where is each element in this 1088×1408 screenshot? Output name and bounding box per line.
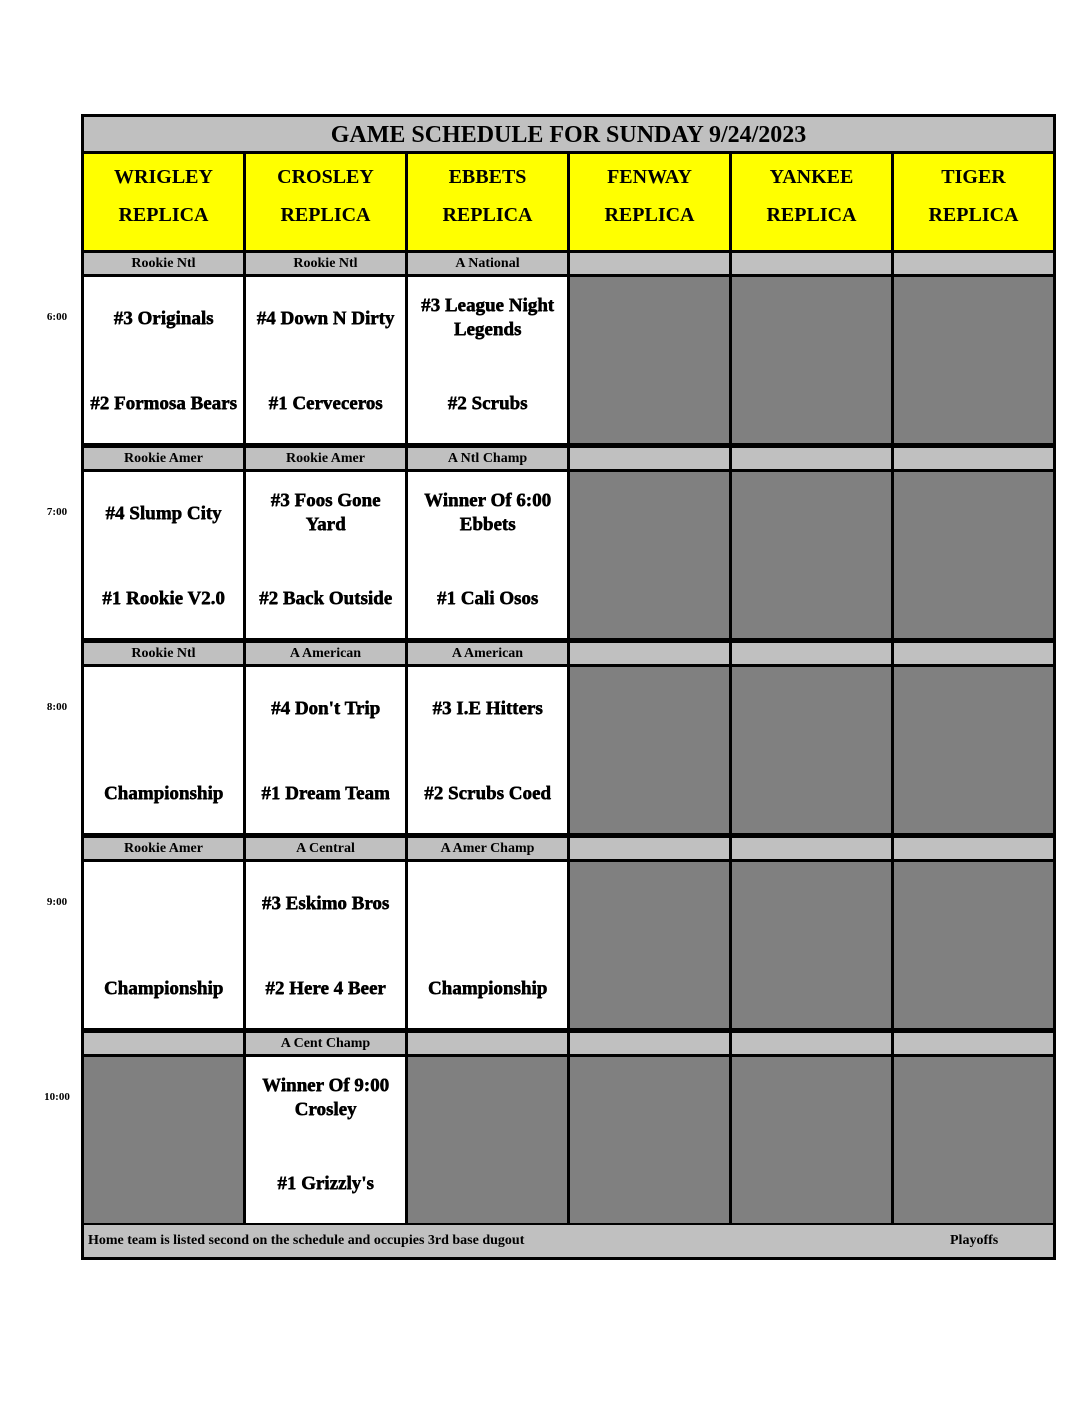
home-team: #2 Scrubs Coed (424, 783, 551, 804)
home-team: #1 Cerveceros (268, 393, 383, 414)
empty-slot (408, 1057, 567, 1223)
home-team: Championship (103, 978, 224, 999)
empty-slot (732, 1057, 891, 1223)
game-cell (246, 277, 405, 443)
field-header-5 (894, 154, 1053, 250)
game-cell (84, 862, 243, 1028)
division-label: Rookie Amer (84, 838, 243, 859)
field-header-4 (732, 154, 891, 250)
game-cell (84, 472, 243, 638)
division-label: Rookie Ntl (84, 253, 243, 274)
empty-slot (894, 472, 1053, 638)
division-label (732, 253, 891, 274)
division-label: A Central (246, 838, 405, 859)
away-team: #3 I.E Hitters (432, 698, 543, 719)
division-label: Rookie Amer (246, 448, 405, 469)
division-label (732, 1033, 891, 1054)
division-label (732, 643, 891, 664)
empty-slot (894, 862, 1053, 1028)
empty-slot (732, 862, 891, 1028)
away-team: #4 Slump City (105, 503, 222, 524)
game-cell (246, 862, 405, 1028)
division-label: A Amer Champ (408, 838, 567, 859)
away-team: #4 Don't Trip (270, 698, 381, 719)
division-label: A American (246, 643, 405, 664)
game-cell (408, 472, 567, 638)
page-title: GAME SCHEDULE FOR SUNDAY 9/24/2023 (84, 117, 1053, 151)
game-cell (408, 667, 567, 833)
field-header-1 (246, 154, 405, 250)
home-team: #2 Scrubs (447, 393, 528, 414)
footer-note: Home team is listed second on the schedule and occupies 3rd base dugout (88, 1233, 525, 1248)
game-cell (246, 472, 405, 638)
home-team: Championship (103, 783, 224, 804)
division-label: Rookie Ntl (246, 253, 405, 274)
field-name: TIGER (941, 166, 1006, 188)
division-label (732, 448, 891, 469)
field-subtitle: REPLICA (766, 204, 857, 226)
schedule-sheet (81, 114, 1056, 1260)
field-header-3 (570, 154, 729, 250)
time-label: 9:00 (46, 896, 68, 908)
division-label (894, 1033, 1053, 1054)
time-label: 6:00 (46, 311, 68, 323)
division-label (894, 838, 1053, 859)
home-team: #1 Dream Team (261, 783, 390, 804)
home-team: #2 Formosa Bears (90, 393, 237, 414)
footer (84, 1225, 1053, 1257)
game-cell (246, 667, 405, 833)
field-name: CROSLEY (277, 166, 374, 188)
home-team: Championship (427, 978, 548, 999)
empty-slot (570, 862, 729, 1028)
division-label (408, 1033, 567, 1054)
division-label (894, 253, 1053, 274)
division-label (84, 1033, 243, 1054)
field-subtitle: REPLICA (442, 204, 533, 226)
empty-slot (84, 1057, 243, 1223)
field-name: WRIGLEY (114, 166, 213, 188)
division-label (570, 643, 729, 664)
division-label (570, 838, 729, 859)
empty-slot (732, 472, 891, 638)
empty-slot (570, 1057, 729, 1223)
away-team: #3 Originals (113, 308, 214, 329)
division-label (732, 838, 891, 859)
empty-slot (894, 667, 1053, 833)
time-label: 7:00 (46, 506, 68, 518)
field-subtitle: REPLICA (604, 204, 695, 226)
division-label (570, 1033, 729, 1054)
away-team: Winner Of 6:00 Ebbets (423, 490, 552, 535)
home-team: #2 Back Outside (258, 588, 393, 609)
game-cell (84, 667, 243, 833)
game-cell (246, 1057, 405, 1223)
game-cell (408, 862, 567, 1028)
away-team: #3 Eskimo Bros (261, 893, 390, 914)
field-header-2 (408, 154, 567, 250)
empty-slot (570, 667, 729, 833)
division-label (894, 643, 1053, 664)
home-team: #2 Here 4 Beer (265, 978, 386, 999)
division-label: Rookie Amer (84, 448, 243, 469)
field-header-0 (84, 154, 243, 250)
division-label: A American (408, 643, 567, 664)
empty-slot (570, 277, 729, 443)
field-name: EBBETS (448, 166, 527, 188)
empty-slot (732, 667, 891, 833)
empty-slot (732, 277, 891, 443)
playoffs-legend: Playoffs (950, 1233, 999, 1248)
division-label (570, 448, 729, 469)
division-label: A National (408, 253, 567, 274)
time-label: 10:00 (44, 1091, 70, 1103)
home-team: #1 Rookie V2.0 (102, 588, 225, 609)
game-cell (84, 277, 243, 443)
empty-slot (894, 277, 1053, 443)
division-label: A Cent Champ (246, 1033, 405, 1054)
field-subtitle: REPLICA (280, 204, 371, 226)
field-subtitle: REPLICA (928, 204, 1019, 226)
home-team: #1 Grizzly's (277, 1173, 374, 1194)
division-label (570, 253, 729, 274)
home-team: #1 Cali Osos (436, 588, 539, 609)
division-label (894, 448, 1053, 469)
game-cell (408, 277, 567, 443)
field-name: FENWAY (607, 166, 692, 188)
field-subtitle: REPLICA (118, 204, 209, 226)
field-name: YANKEE (769, 166, 854, 188)
away-team: #3 Foos Gone Yard (270, 490, 381, 535)
empty-slot (570, 472, 729, 638)
away-team: #4 Down N Dirty (256, 308, 395, 329)
time-label: 8:00 (46, 701, 68, 713)
away-team: #3 League Night Legends (421, 295, 554, 340)
division-label: Rookie Ntl (84, 643, 243, 664)
empty-slot (894, 1057, 1053, 1223)
away-team: Winner Of 9:00 Crosley (261, 1075, 390, 1120)
division-label: A Ntl Champ (408, 448, 567, 469)
